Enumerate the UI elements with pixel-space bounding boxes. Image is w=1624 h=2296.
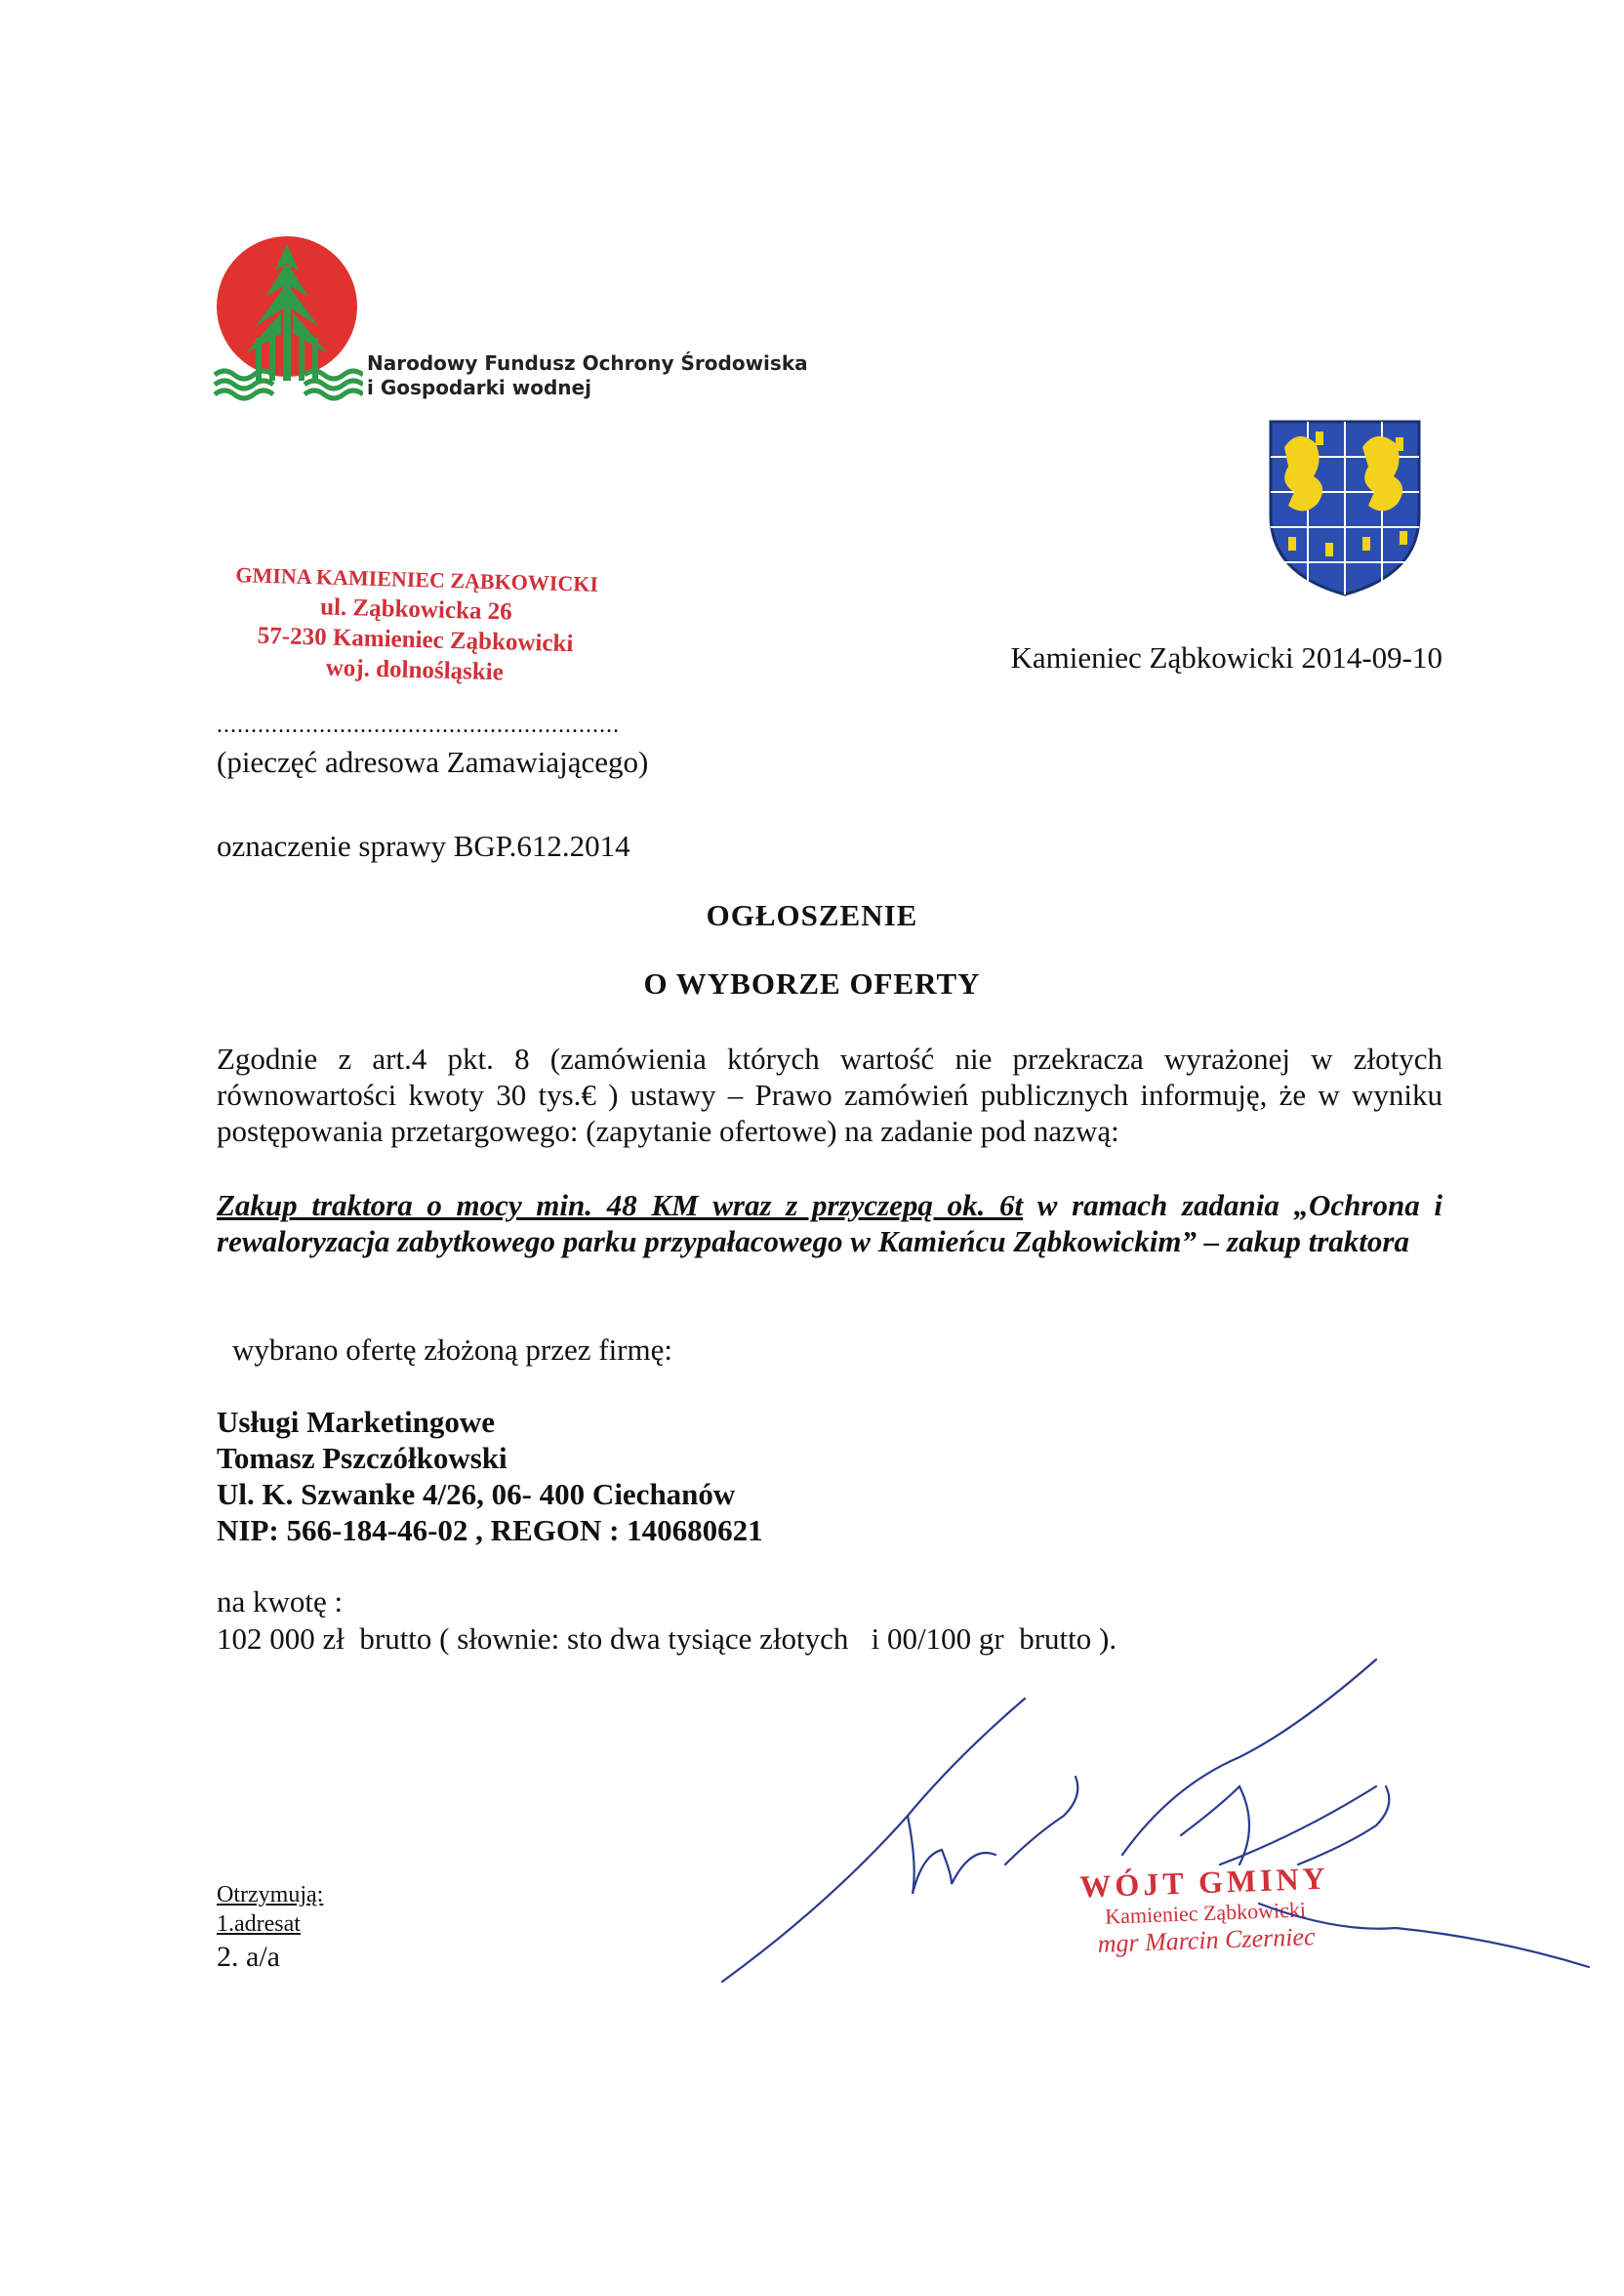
company-line-2: Tomasz Pszczółkowski	[217, 1441, 508, 1475]
recipient-2: 2. a/a	[217, 1941, 280, 1973]
document-subtitle: O WYBORZE OFERTY	[643, 966, 981, 1001]
org-line-2: i Gospodarki wodnej	[367, 376, 591, 399]
document-title: OGŁOSZENIE	[706, 898, 918, 932]
stamp-line-2: ul. Ząbkowicka 26	[319, 594, 513, 626]
amount: 102 000 zł brutto ( słownie: sto dwa tysiące złotych i 00/100 gr brutto ).	[217, 1621, 1117, 1656]
place-date: Kamieniec Ząbkowicki 2014-09-10	[1010, 640, 1442, 675]
amount-label: na kwotę :	[217, 1584, 344, 1619]
nfosigw-logo-icon	[207, 236, 363, 407]
handwritten-signature	[712, 1640, 1591, 2050]
case-reference: oznaczenie sprawy BGP.612.2014	[217, 829, 630, 863]
org-line-1: Narodowy Fundusz Ochrony Środowiska	[367, 351, 808, 375]
intro-paragraph: Zgodnie z art.4 pkt. 8 (zamówienia których wartość nie przekracza wyrażonej w złotych równowartości kwoty 30 tys.€ ) ustawy – Prawo zamówień publicznych informuję, że w wyniku postępowania przetargowego: (zapytanie ofertowe) na zadanie pod nazwą:	[217, 1042, 1442, 1148]
recipient-1: 1.adresat	[217, 1911, 301, 1937]
company-line-1: Usługi Marketingowe	[217, 1405, 496, 1439]
task-underlined: Zakup traktora o mocy min. 48 KM wraz z przyczepą ok. 6t	[217, 1188, 1024, 1222]
chosen-offer-text: wybrano ofertę złożoną przez firmę:	[232, 1332, 672, 1367]
signature-stamp-line-2: Kamieniec Ząbkowicki	[1104, 1897, 1307, 1929]
company-details	[217, 1404, 763, 1548]
task-name	[217, 1187, 1442, 1259]
org-name	[367, 351, 808, 400]
nfosigw-logo	[207, 236, 363, 407]
recipients-header: Otrzymują:	[217, 1882, 324, 1907]
recipients	[217, 1880, 323, 1976]
stamp-line-3: 57-230 Kamieniec Ząbkowicki	[257, 622, 574, 658]
dotted-line: ...........................................................	[217, 713, 620, 738]
signature-icon	[712, 1640, 1591, 2050]
company-line-4: NIP: 566-184-46-02 , REGON : 140680621	[217, 1513, 763, 1547]
stamp-line-4: woj. dolnośląskie	[325, 654, 505, 686]
task-rest: w ramach zadania „Ochrona i rewaloryzacja zabytkowego parku przypałacowego w Kamieńcu Ząbkowickim” – zakup traktora	[217, 1188, 1442, 1258]
stamp-line-1: GMINA KAMIENIEC ZĄBKOWICKI	[235, 562, 599, 596]
stamp-caption: (pieczęć adresowa Zamawiającego)	[217, 745, 649, 779]
signature-stamp-line-3: mgr Marcin Czerniec	[1097, 1922, 1316, 1958]
address-stamp	[228, 559, 602, 690]
company-line-3: Ul. K. Szwanke 4/26, 06- 400 Ciechanów	[217, 1477, 736, 1511]
signature-stamp-line-1: WÓJT GMINY	[1078, 1860, 1330, 1905]
coat-of-arms	[1267, 418, 1423, 598]
coat-of-arms-icon	[1267, 418, 1423, 598]
